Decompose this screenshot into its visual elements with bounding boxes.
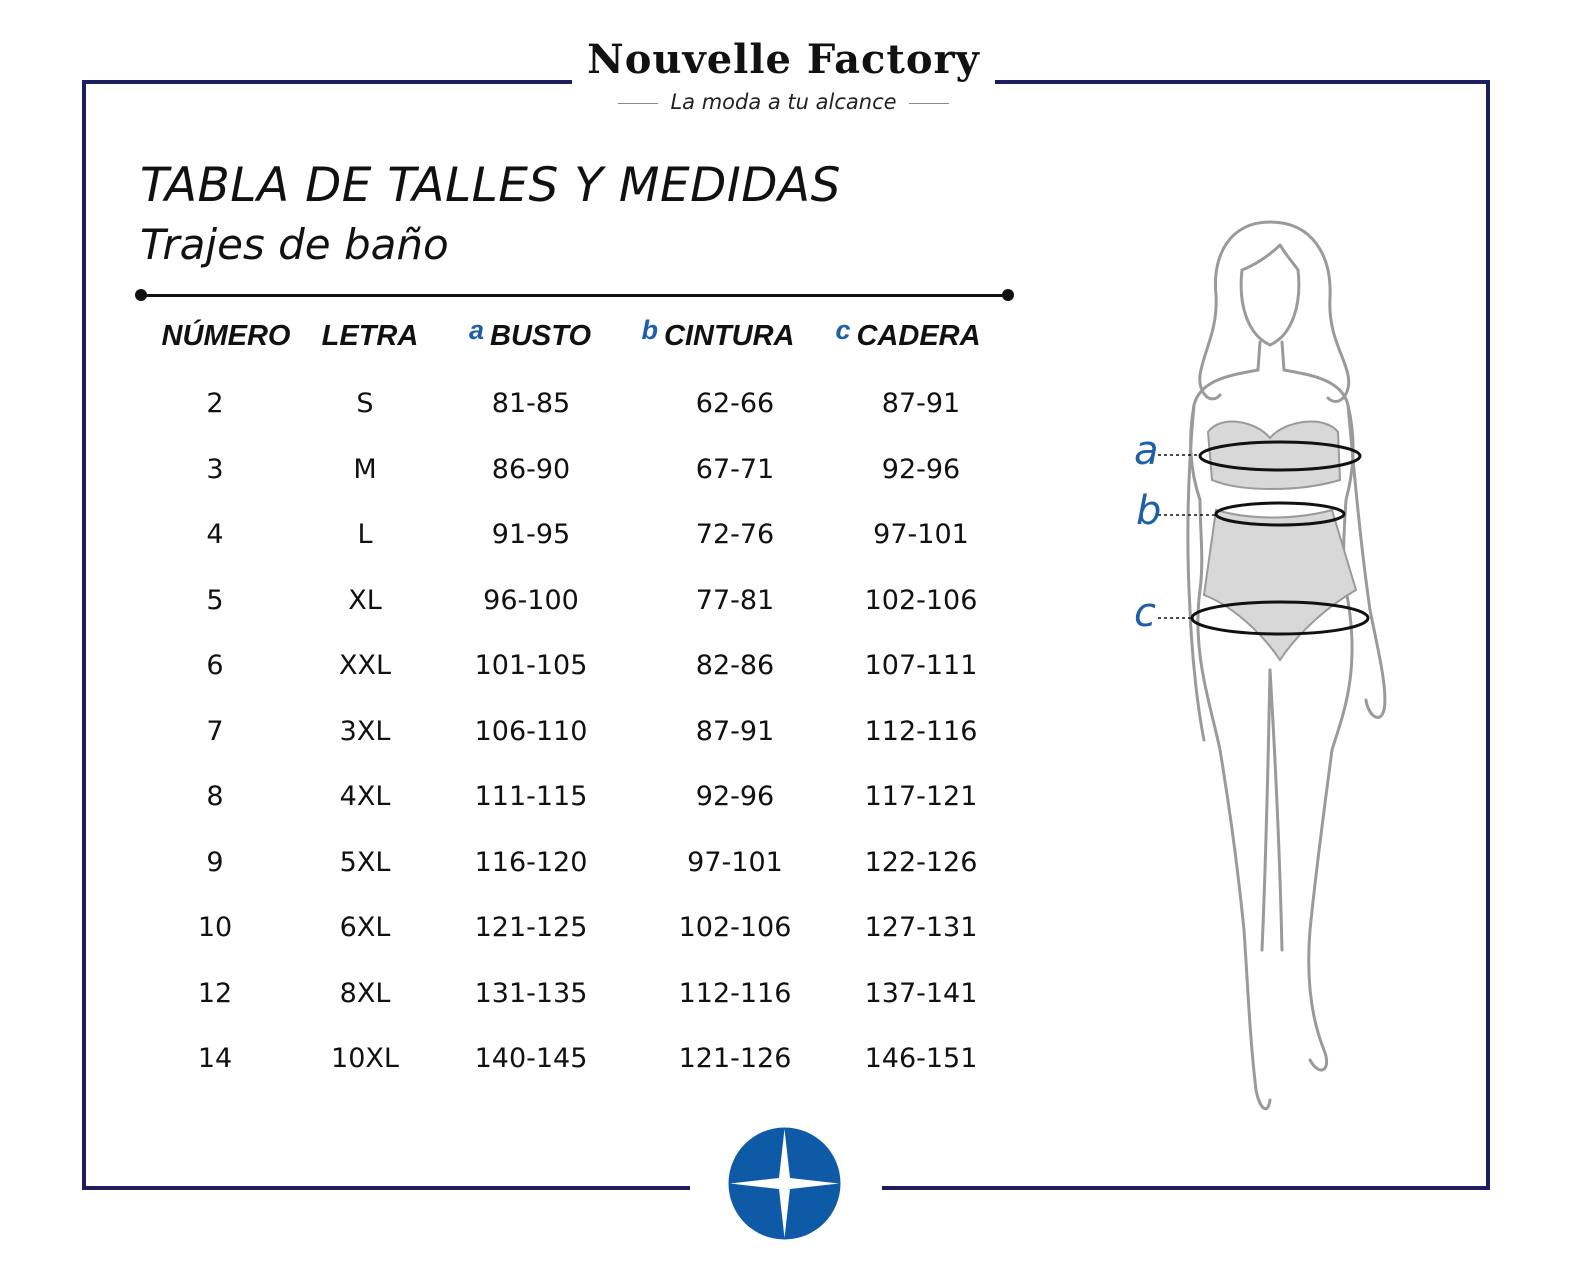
table-cell: 77-81 (695, 584, 775, 616)
table-cell: 62-66 (695, 388, 775, 419)
table-row (0, 388, 1050, 428)
table-cell: 81-85 (491, 388, 571, 419)
table-row (0, 650, 1050, 690)
table-cell: 146-151 (864, 1043, 978, 1074)
frame-bottom-right (882, 1186, 1490, 1190)
table-cell: 107-111 (864, 650, 978, 681)
table-cell: 8 (206, 781, 224, 812)
measure-label-c: c (1134, 590, 1156, 636)
compass-star-icon (728, 1127, 841, 1240)
table-cell: 5XL (339, 846, 391, 878)
table-row (0, 978, 1050, 1018)
header-busto (468, 315, 592, 353)
table-cell: 122-126 (864, 846, 978, 878)
header-cadera (835, 315, 981, 353)
measure-letter: a (468, 315, 485, 345)
brand-tagline (572, 90, 995, 114)
table-cell: 86-90 (491, 453, 571, 485)
table-cell: 14 (197, 1043, 233, 1074)
header-label: CADERA (856, 320, 981, 352)
table-row (0, 716, 1050, 756)
table-cell: 10 (197, 912, 233, 943)
table-cell: 127-131 (864, 912, 978, 943)
table-row (0, 519, 1050, 559)
table-cell: 5 (206, 584, 224, 616)
table-row (0, 585, 1050, 625)
brand-name: Nouvelle Factory (587, 36, 980, 83)
table-cell: 4 (206, 519, 224, 550)
table-cell: 87-91 (695, 715, 775, 747)
table-cell: 72-76 (695, 519, 775, 550)
page-title: TABLA DE TALLES Y MEDIDAS (140, 158, 841, 213)
tagline-text: La moda a tu alcance (670, 90, 897, 114)
table-cell: 106-110 (474, 715, 588, 747)
table-cell: 7 (206, 715, 224, 747)
table-cell: 101-105 (474, 650, 588, 681)
table-cell: S (356, 388, 374, 419)
table-cell: 112-116 (678, 977, 792, 1009)
table-cell: 121-126 (678, 1043, 792, 1074)
table-cell: 116-120 (474, 846, 588, 878)
table-cell: 2 (206, 388, 224, 419)
tagline-dash-right (909, 103, 949, 104)
table-cell: 117-121 (864, 781, 978, 812)
measure-label-a: a (1134, 428, 1159, 474)
frame-top-left (82, 80, 572, 84)
header-letra (322, 320, 419, 353)
table-row (0, 781, 1050, 821)
table-cell: 91-95 (491, 519, 571, 550)
table-cell: 131-135 (474, 977, 588, 1009)
table-cell: 9 (206, 846, 224, 878)
table-cell: 3 (206, 453, 224, 485)
table-cell: XL (348, 584, 382, 616)
frame-bottom-left (82, 1186, 690, 1190)
table-cell: 112-116 (864, 715, 978, 747)
table-cell: 8XL (339, 977, 391, 1009)
table-cell: 82-86 (695, 650, 775, 681)
table-cell: 4XL (339, 781, 391, 812)
table-cell: 3XL (339, 715, 391, 747)
table-row (0, 912, 1050, 952)
table-cell: 92-96 (881, 453, 961, 485)
header-label: LETRA (321, 320, 419, 352)
table-cell: 102-106 (864, 584, 978, 616)
table-cell: 97-101 (687, 846, 783, 878)
table-cell: 10XL (331, 1043, 399, 1074)
tagline-dash-left (618, 103, 658, 104)
table-cell: 137-141 (864, 977, 978, 1009)
table-cell: L (357, 519, 373, 550)
header-label: BUSTO (490, 320, 592, 352)
divider-dot-right (1002, 289, 1014, 301)
table-cell: 102-106 (678, 912, 792, 943)
frame-top-right (995, 80, 1490, 84)
table-cell: 140-145 (474, 1043, 588, 1074)
header-cintura (641, 315, 795, 353)
table-cell: 121-125 (474, 912, 588, 943)
table-cell: 67-71 (695, 453, 775, 485)
header-label: CINTURA (664, 320, 795, 352)
title-divider (140, 294, 1008, 297)
table-cell: 96-100 (483, 584, 579, 616)
table-cell: 111-115 (474, 781, 588, 812)
frame-right (1486, 80, 1490, 1190)
frame-left (82, 80, 86, 1190)
table-cell: 6XL (339, 912, 391, 943)
measure-letter: b (641, 315, 658, 345)
divider-dot-left (135, 289, 147, 301)
table-cell: 97-101 (873, 519, 969, 550)
table-row (0, 1043, 1050, 1083)
table-cell: 12 (197, 977, 233, 1009)
header-label: NÚMERO (161, 320, 291, 352)
table-cell: 87-91 (881, 388, 961, 419)
table-cell: XXL (338, 650, 392, 681)
table-cell: 92-96 (695, 781, 775, 812)
table-cell: 6 (206, 650, 224, 681)
table-cell: M (353, 453, 377, 485)
header-numero (162, 320, 291, 353)
table-row (0, 454, 1050, 494)
table-row (0, 847, 1050, 887)
measure-letter: c (835, 315, 851, 345)
woman-silhouette-icon (1120, 210, 1420, 1140)
measure-label-b: b (1136, 488, 1162, 534)
page-subtitle: Trajes de baño (140, 220, 449, 269)
